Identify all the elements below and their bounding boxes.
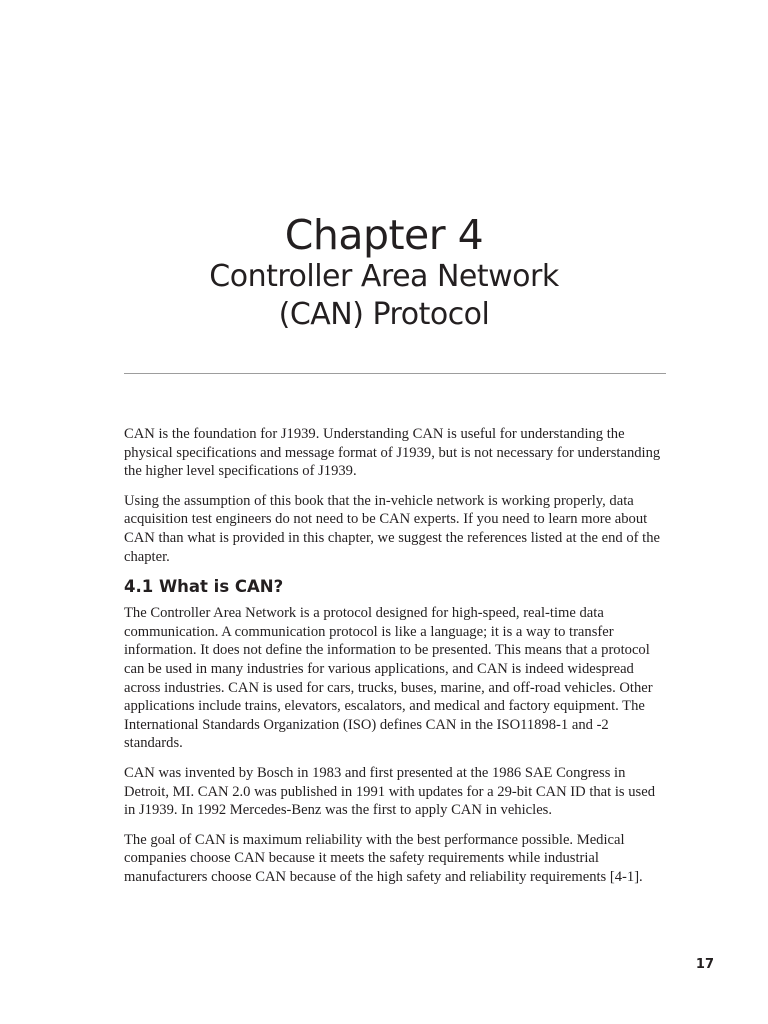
section-paragraph-1: The Controller Area Network is a protocol designed for high-speed, real-time data communication. A communication protocol is like a language; it is a way to transfer information. It does not define the information to be presented. This means that a protocol can be used in many industries for various applications, and CAN is indeed widespread across industries. CAN is used for cars, trucks, buses, marine, and off-road vehicles. Other applications include trains, elevators, escalators, and medical and factory equipment. The International Standards Organization (ISO) defines CAN in the ISO11898-1 and -2 standards. — [124, 605, 653, 752]
intro-paragraph-1: CAN is the foundation for J1939. Understanding CAN is useful for understanding the physical specifications and message format of J1939, but is not necessary for understanding the higher level specifications of J1939. — [124, 426, 661, 480]
chapter-title-line2: (CAN) Protocol — [278, 297, 490, 332]
chapter-divider — [124, 373, 666, 374]
chapter-title-line1: Controller Area Network — [209, 259, 559, 294]
section-paragraph-3: The goal of CAN is maximum reliability with the best performance possible. Medical companies choose CAN because it meets the safety requirements while industrial manufacturers choose CAN because of the high safety and reliability requirements [4-1]. — [124, 831, 643, 885]
section-heading: 4.1 What is CAN? — [124, 577, 284, 597]
page-number: 17 — [695, 957, 714, 972]
chapter-number: Chapter 4 — [284, 211, 484, 259]
intro-paragraph-2: Using the assumption of this book that the in-vehicle network is working properly, data acquisition test engineers do not need to be CAN experts. If you need to learn more about CAN than what is provided in this chapter, we suggest the references listed at the end of the chapter. — [124, 492, 660, 565]
chapter-title — [0, 258, 768, 334]
chapter-body — [124, 425, 666, 897]
section-paragraph-2: CAN was invented by Bosch in 1983 and first presented at the 1986 SAE Congress in Detroit, MI. CAN 2.0 was published in 1991 with updates for a 29-bit CAN ID that is used in J1939. In 1992 Mercedes-Benz was the first to apply CAN in vehicles. — [124, 764, 655, 819]
